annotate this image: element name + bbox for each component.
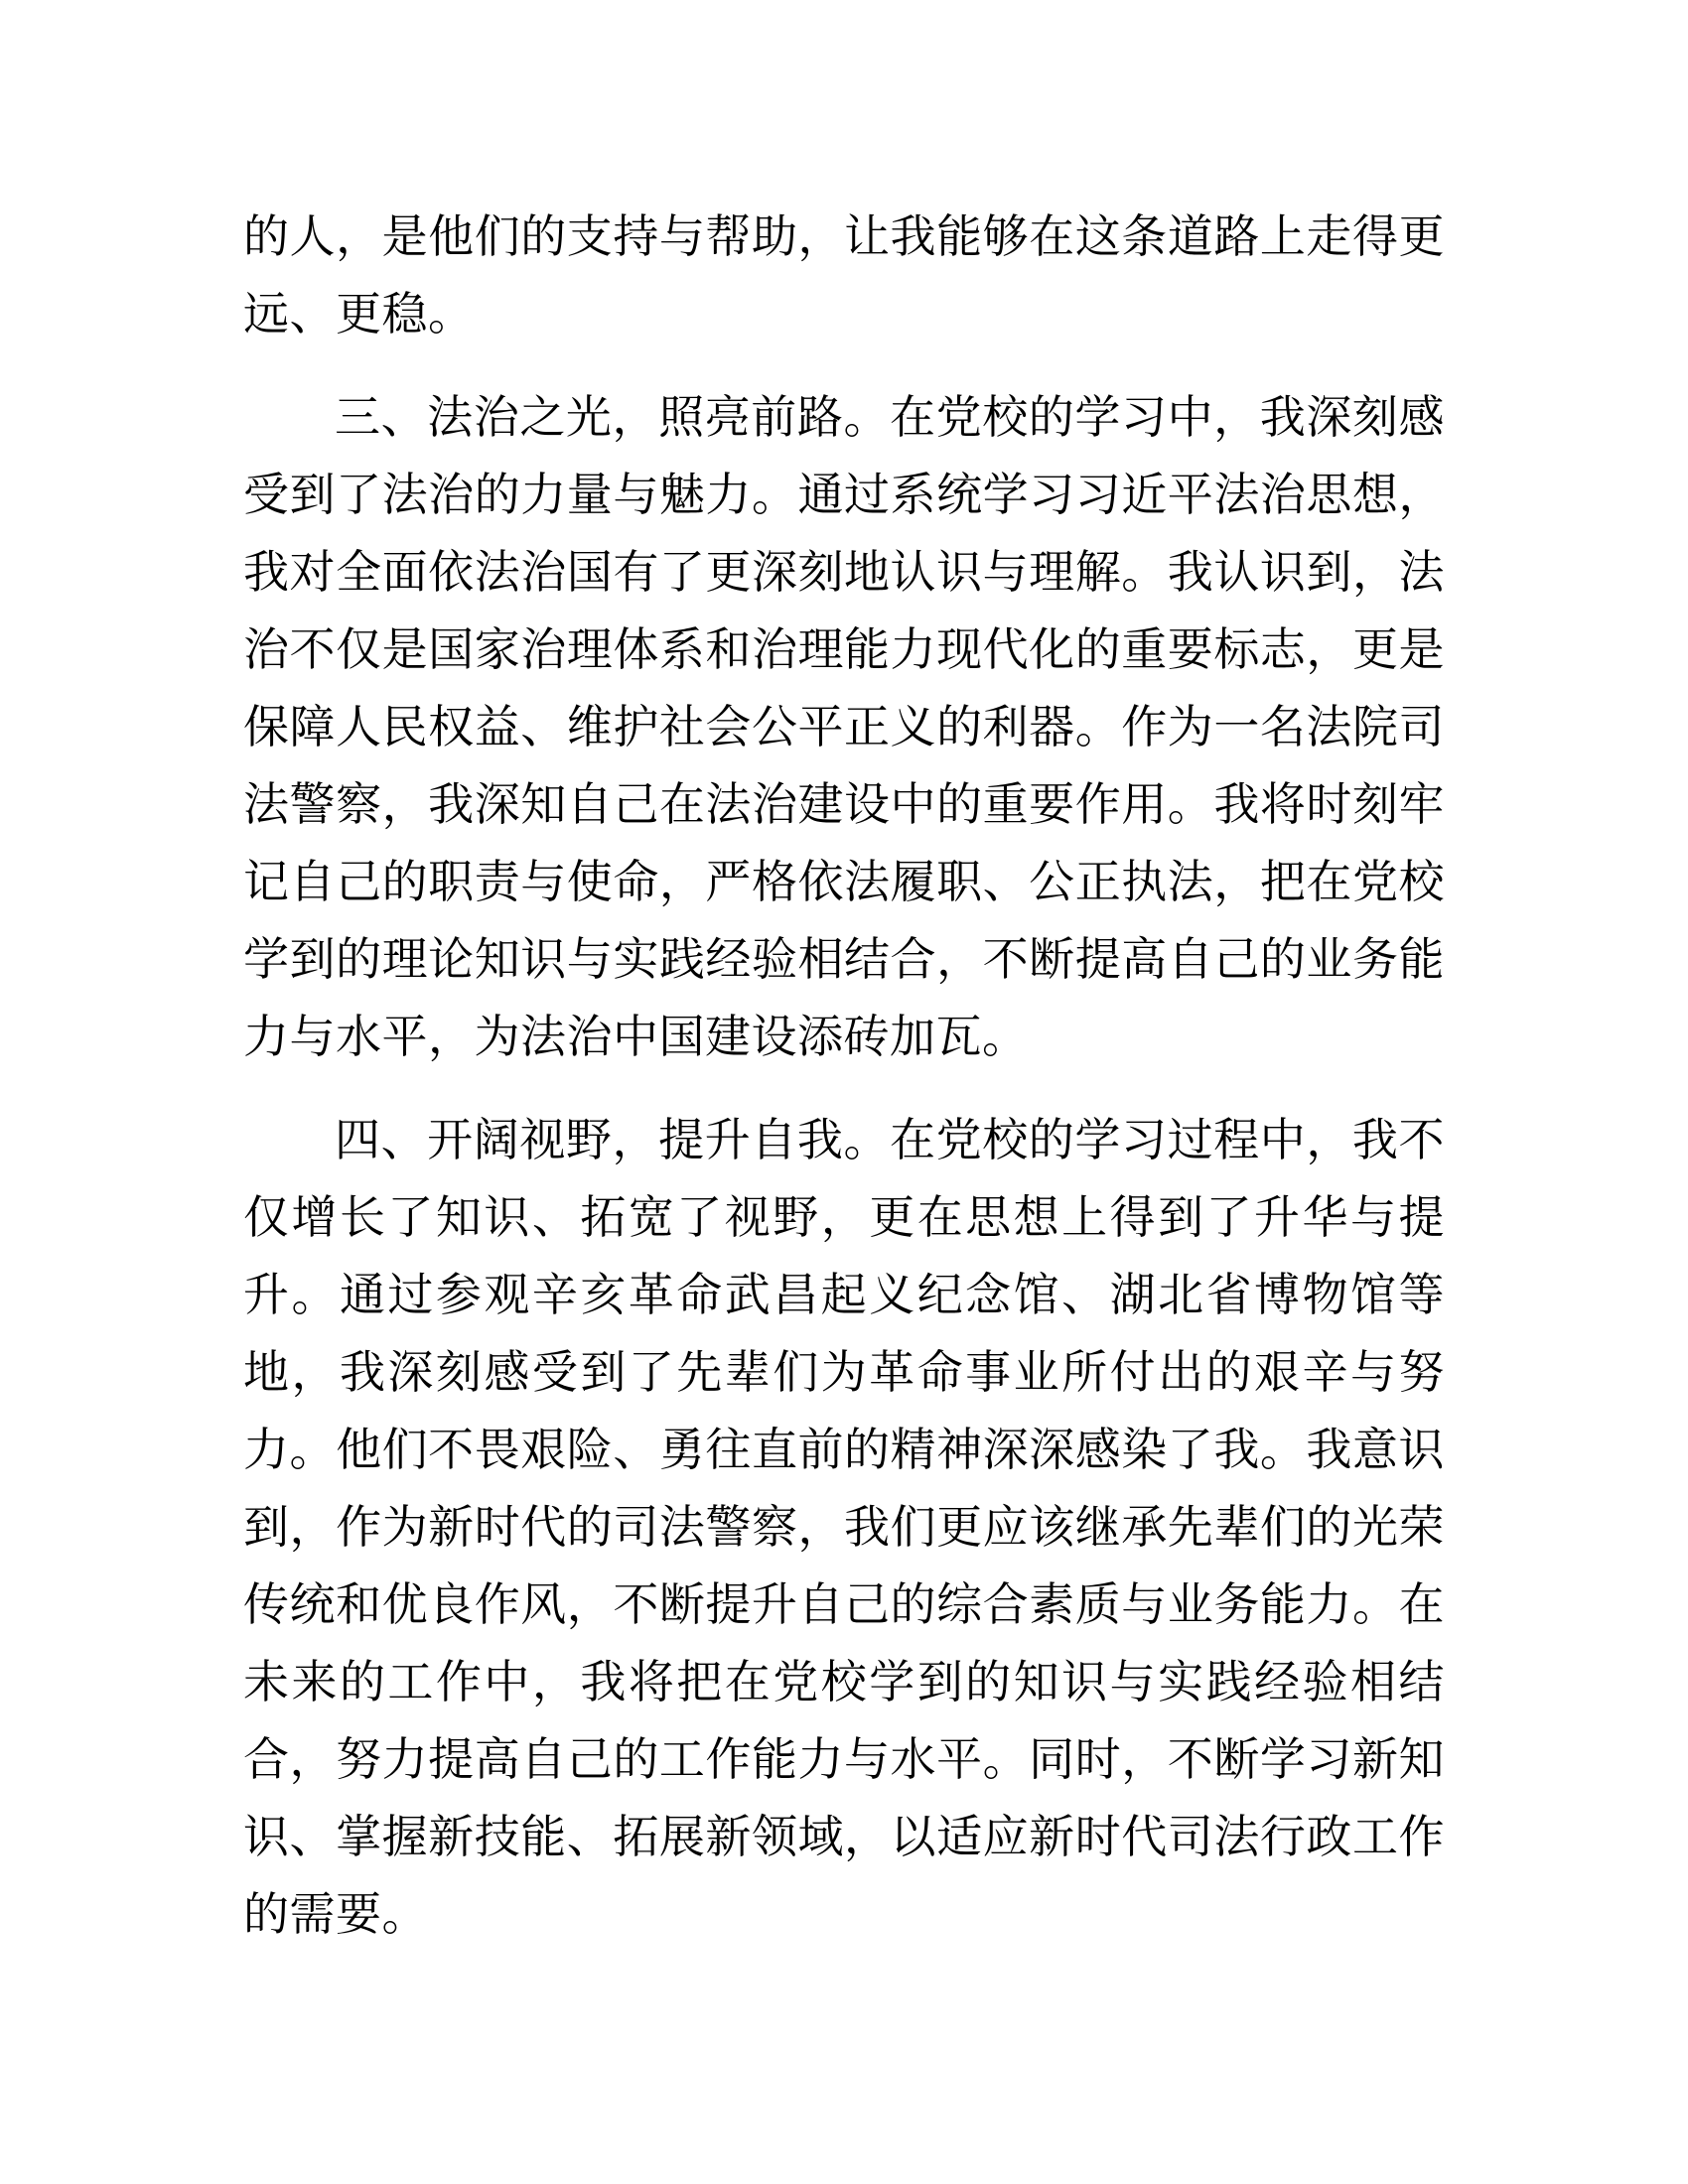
paragraph-section-four: 四、开阔视野，提升自我。在党校的学习过程中，我不仅增长了知识、拓宽了视野，更在思想上得到了升华与提升。通过参观辛亥革命武昌起义纪念馆、湖北省博物馆等地，我深刻感受到了先辈们为革命事业所付出的艰辛与努力。他们不畏艰险、勇往直前的精神深深感染了我。我意识到，作为新时代的司法警察，我们更应该继承先辈们的光荣传统和优良作风，不断提升自己的综合素质与业务能力。在未来的工作中，我将把在党校学到的知识与实践经验相结合，努力提高自己的工作能力与水平。同时，不断学习新知识、掌握新技能、拓展新领域，以适应新时代司法行政工作的需要。 [243, 1115, 1445, 1940]
paragraph-section-three: 三、法治之光，照亮前路。在党校的学习中，我深刻感受到了法治的力量与魅力。通过系统学习习近平法治思想，我对全面依法治国有了更深刻地认识与理解。我认识到，法治不仅是国家治理体系和治理能力现代化的重要标志，更是保障人民权益、维护社会公平正义的利器。作为一名法院司法警察，我深知自己在法治建设中的重要作用。我将时刻牢记自己的职责与使命，严格依法履职、公正执法，把在党校学到的理论知识与实践经验相结合，不断提高自己的业务能力与水平，为法治中国建设添砖加瓦。 [243, 392, 1445, 1062]
paragraph-continuation: 的人，是他们的支持与帮助，让我能够在这条道路上走得更远、更稳。 [243, 211, 1445, 340]
